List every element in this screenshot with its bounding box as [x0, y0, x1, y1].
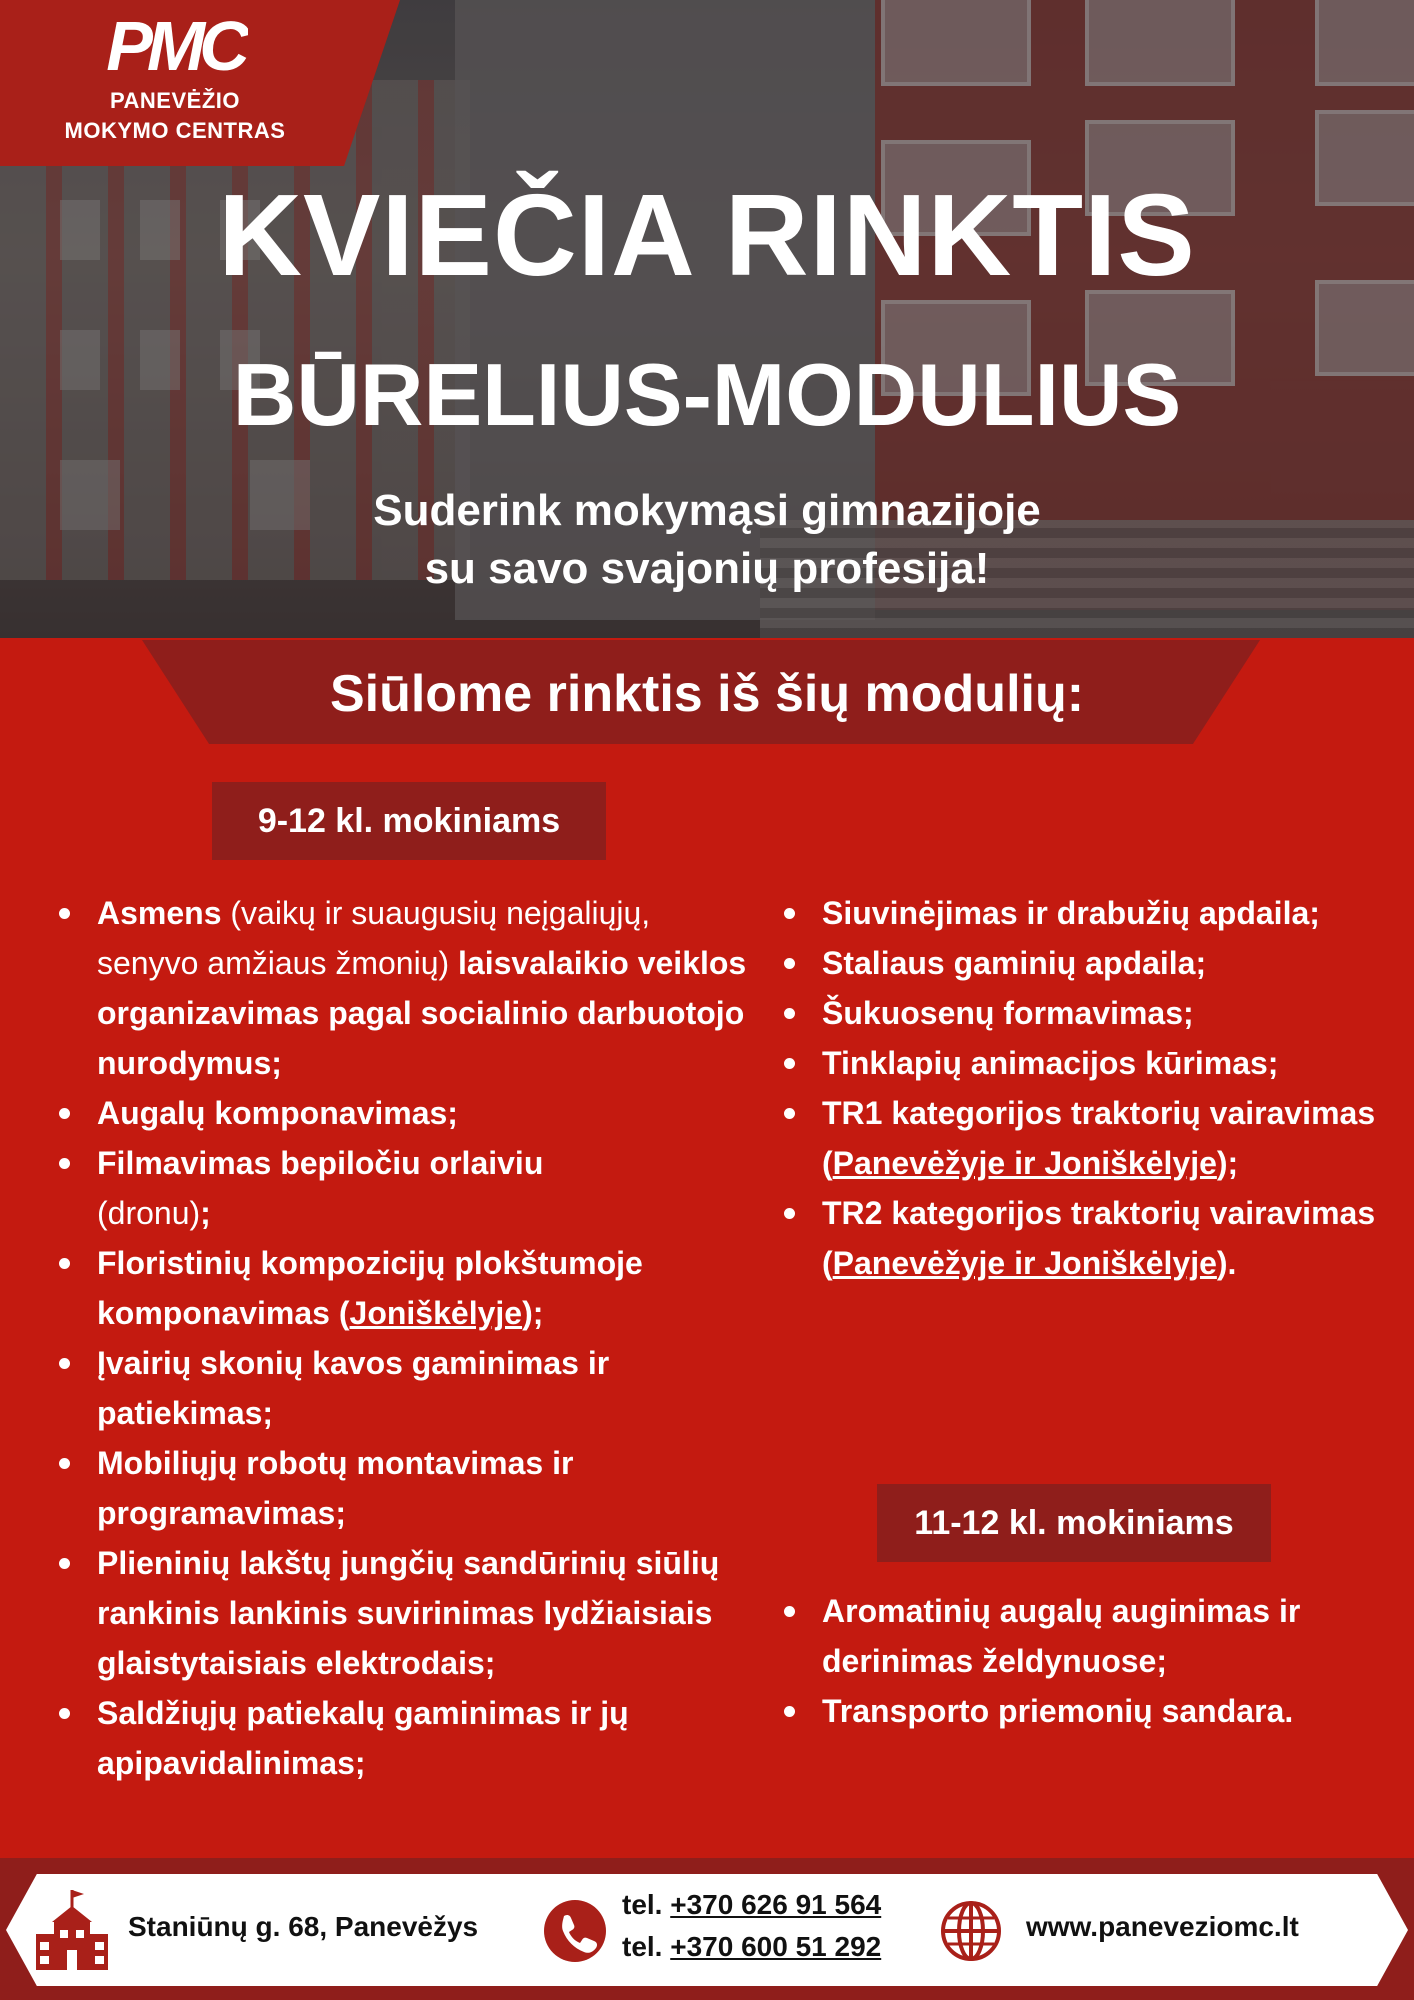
list-item: [57, 1538, 747, 1688]
subtitle-line-1: Suderink mokymąsi gimnazijoje: [373, 486, 1041, 535]
list-item: [782, 1038, 1402, 1088]
location-link[interactable]: Panevėžyje ir Joniškėlyje: [832, 1245, 1217, 1281]
list-item: [57, 1238, 747, 1338]
list-item: [782, 1586, 1402, 1686]
list-item: [782, 1686, 1402, 1736]
item-text: );: [522, 1295, 544, 1331]
headline: KVIEČIA RINKTIS: [218, 170, 1196, 300]
module-list-left: [57, 888, 747, 1788]
item-text: Aromatinių augalų auginimas ir derinimas želdynuose;: [822, 1593, 1301, 1679]
phone-line-1: [622, 1884, 881, 1926]
item-text: Transporto priemonių sandara.: [822, 1693, 1294, 1729]
logo-mark-text: PMC: [106, 12, 244, 78]
logo-line-2: MOKYMO CENTRAS: [64, 118, 286, 143]
list-item: [782, 888, 1402, 938]
globe-icon: [940, 1900, 1002, 1962]
item-note: (vaikų ir suaugusių neįgaliųjų, senyvo amžiaus žmonių): [97, 895, 651, 981]
list-item: [57, 1688, 747, 1788]
list-item: [782, 1088, 1402, 1188]
list-item: [57, 1138, 747, 1238]
module-list-right-2: [782, 1586, 1402, 1736]
phone-icon: [544, 1900, 606, 1962]
item-text: Saldžiųjų patiekalų gaminimas ir jų apipavidalinimas;: [97, 1695, 629, 1781]
item-text: Asmens: [97, 895, 222, 931]
headline-2: BŪRELIUS-MODULIUS: [232, 345, 1182, 444]
list-item: [57, 1338, 747, 1438]
list-item: [57, 888, 747, 1088]
tel-label: tel.: [622, 1931, 671, 1962]
phone-link-2[interactable]: +370 600 51 292: [670, 1931, 882, 1962]
item-text: TR2 kategorijos traktorių vairavimas (: [822, 1195, 1376, 1281]
item-text: Floristinių kompozicijų plokštumoje komponavimas (: [97, 1245, 643, 1331]
item-text: Tinklapių animacijos kūrimas;: [822, 1045, 1279, 1081]
item-text: Plieninių lakštų jungčių sandūrinių siūlių rankinis lankinis suvirinimas lydžiaisiais glaistytaisiais elektrodais;: [97, 1545, 720, 1681]
item-text: );: [1216, 1145, 1239, 1181]
group-label-11-12: 11-12 kl. mokiniams: [877, 1484, 1271, 1562]
subtitle: [0, 482, 1414, 598]
item-text: ;: [200, 1195, 211, 1231]
list-item: [57, 1438, 747, 1538]
phone-line-2: [622, 1926, 881, 1968]
item-text: Augalų komponavimas;: [97, 1095, 458, 1131]
item-text: ).: [1216, 1245, 1237, 1281]
location-link[interactable]: Joniškėlyje: [349, 1295, 523, 1331]
item-text: Staliaus gaminių apdaila;: [822, 945, 1207, 981]
website-link[interactable]: www.paneveziomc.lt: [1026, 1911, 1299, 1942]
item-text: Įvairių skonių kavos gaminimas ir patiekimas;: [97, 1345, 610, 1431]
logo-text: [30, 86, 320, 146]
tel-label: tel.: [622, 1889, 671, 1920]
list-item: [782, 1188, 1402, 1288]
item-note: (dronu): [97, 1195, 201, 1231]
school-icon: [34, 1886, 110, 1972]
list-item: [57, 1088, 747, 1138]
subtitle-line-2: su savo svajonių profesija!: [424, 544, 990, 593]
item-text: Šukuosenų formavimas;: [822, 995, 1194, 1031]
section-heading: Siūlome rinktis iš šių modulių:: [329, 665, 1085, 723]
pmc-logo-icon: [102, 12, 248, 78]
list-item: [782, 988, 1402, 1038]
phone-link-1[interactable]: +370 626 91 564: [670, 1889, 882, 1920]
logo-line-1: PANEVĖŽIO: [109, 88, 240, 113]
item-text: Filmavimas bepiločiu orlaiviu: [97, 1145, 544, 1181]
item-text: laisvalaikio veiklos organizavimas pagal socialinio darbuotojo nurodymus;: [97, 945, 747, 1081]
module-list-right: [782, 888, 1402, 1288]
item-text: Mobiliųjų robotų montavimas ir programavimas;: [97, 1445, 574, 1531]
item-text: TR1 kategorijos traktorių vairavimas (: [822, 1095, 1376, 1181]
list-item: [782, 938, 1402, 988]
address: Staniūnų g. 68, Panevėžys: [128, 1911, 479, 1942]
item-text: Siuvinėjimas ir drabužių apdaila;: [822, 895, 1320, 931]
location-link[interactable]: Panevėžyje ir Joniškėlyje: [832, 1145, 1217, 1181]
group-label-9-12: 9-12 kl. mokiniams: [212, 782, 606, 860]
